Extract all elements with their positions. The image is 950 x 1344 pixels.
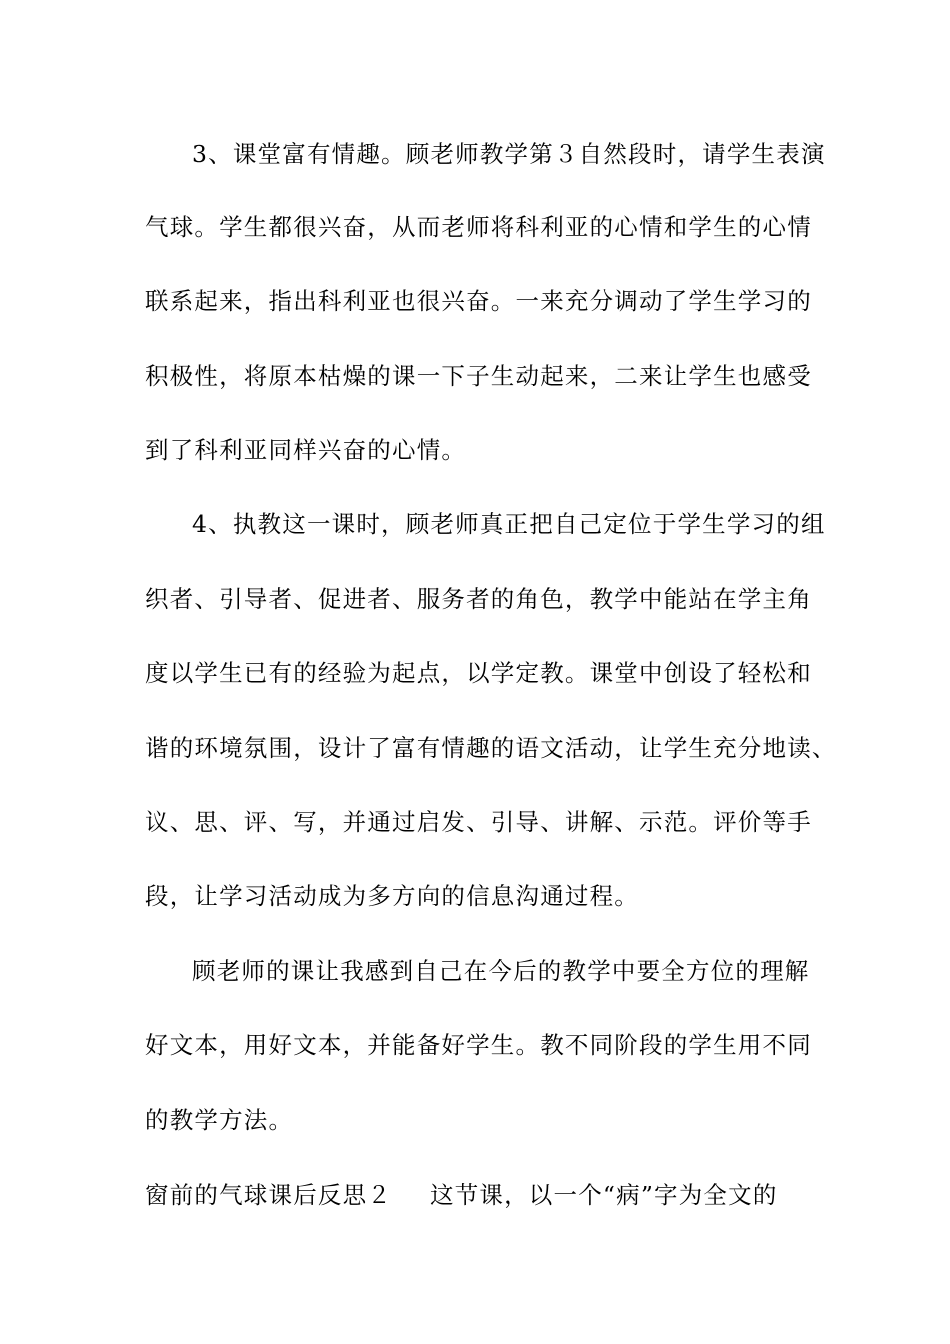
paragraph-line: 谐的环境氛围，设计了富有情趣的语文活动，让学生充分地读、: [145, 734, 837, 762]
paragraph-line: 联系起来，指出科利亚也很兴奋。一来充分调动了学生学习的: [145, 287, 812, 315]
section-heading-line: [145, 1180, 778, 1210]
paragraph-line: 议、思、评、写，并通过启发、引导、讲解、示范。评价等手: [145, 808, 812, 836]
section-text: 这节课，以一个“病”字为全文的: [430, 1181, 778, 1209]
paragraph-line: 的教学方法。: [145, 1106, 294, 1134]
paragraph-line: 气球。学生都很兴奋，从而老师将科利亚的心情和学生的心情: [145, 213, 812, 241]
paragraph-line: 4、执教这一课时，顾老师真正把自己定位于学生学习的组: [192, 510, 826, 538]
paragraph-line: 到了科利亚同样兴奋的心情。: [145, 436, 467, 464]
paragraph-line: 段，让学习活动成为多方向的信息沟通过程。: [145, 882, 639, 910]
paragraph-line: 织者、引导者、促进者、服务者的角色，教学中能站在学主角: [145, 585, 812, 613]
paragraph-line: 顾老师的课让我感到自己在今后的教学中要全方位的理解: [192, 957, 810, 985]
paragraph-line: 积极性，将原本枯燥的课一下子生动起来，二来让学生也感受: [145, 362, 812, 390]
paragraph-line: 3、课堂富有情趣。顾老师教学第３自然段时，请学生表演: [192, 140, 826, 168]
paragraph-line: 度以学生已有的经验为起点，以学定教。课堂中创设了轻松和: [145, 659, 812, 687]
section-heading: 窗前的气球课后反思２: [145, 1181, 392, 1209]
paragraph-line: 好文本，用好文本，并能备好学生。教不同阶段的学生用不同: [145, 1031, 812, 1059]
